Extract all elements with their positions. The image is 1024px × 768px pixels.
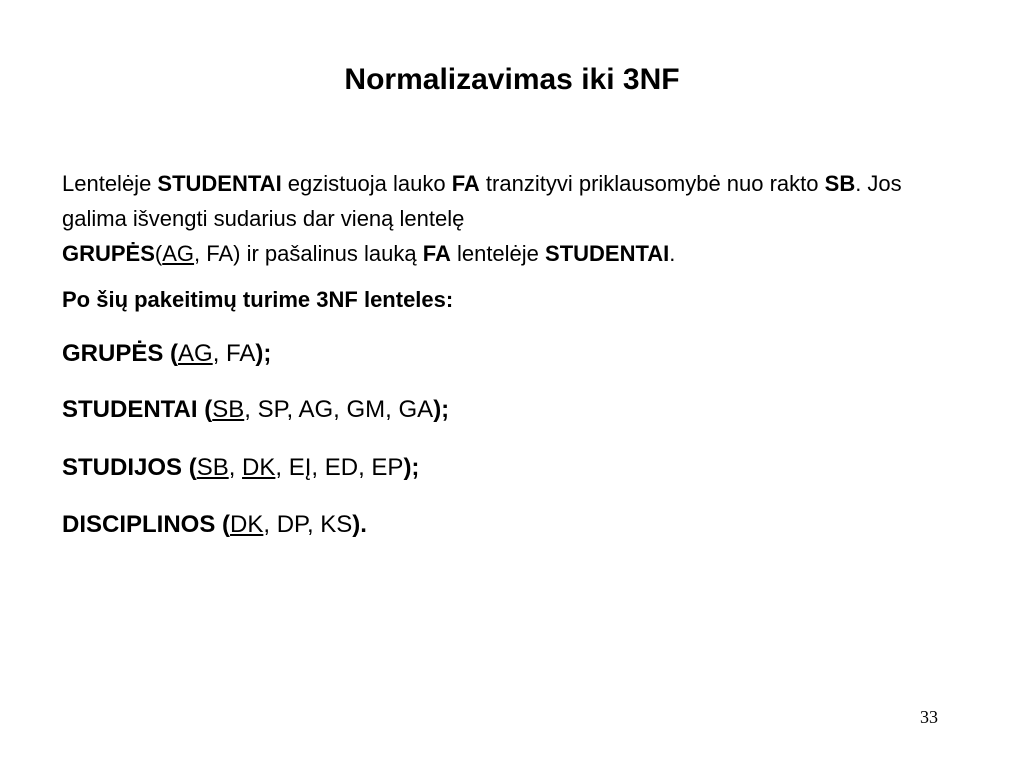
text-run: Lentelėje [62,171,158,196]
key-field: AG [178,340,213,367]
intro-paragraph [62,166,962,271]
text-run: lentelėje [450,241,546,266]
bold-term: FA [451,171,480,196]
bold-term: GRUPĖS [62,241,155,266]
relation-end: ); [255,340,272,367]
bold-term: STUDENTAI [157,171,282,196]
relation-studentai [62,392,449,428]
key-field: DK [230,511,264,538]
section-heading: Po šių pakeitimų turime 3NF lenteles: [62,287,454,312]
relation-name: DISCIPLINOS ( [62,511,231,538]
text-run: ( [154,241,163,266]
relation-end: ). [352,511,367,538]
relation-fields: , DP, KS [263,511,353,538]
relation-fields: , SP, AG, GM, GA [244,396,434,423]
bold-term: SB [824,171,856,196]
relation-studijos [62,450,419,486]
key-field: DK [242,454,276,481]
relation-name: STUDENTAI ( [62,396,213,423]
key-field: SB [212,396,245,423]
text-run: egzistuoja lauko [281,171,452,196]
text-run: . Jos galima išvengti sudarius dar vieną lentelę [62,171,902,231]
key-separator: , [228,454,243,481]
text-run: tranzityvi priklausomybė nuo rakto [479,171,825,196]
key-field: SB [196,454,229,481]
relation-fields: , FA [212,340,256,367]
relation-end: ); [403,454,420,481]
page-number: 33 [920,707,938,727]
text-run: . [669,241,676,266]
relation-fields: , EĮ, ED, EP [275,454,404,481]
slide-title: Normalizavimas iki 3NF [344,63,680,96]
relation-grupes [62,336,271,372]
bold-term: FA [422,241,451,266]
relation-name: STUDIJOS ( [62,454,197,481]
relation-disciplinos [62,507,367,543]
relation-name: GRUPĖS ( [62,340,179,367]
key-field: AG [162,241,195,266]
bold-term: STUDENTAI [545,241,670,266]
relation-end: ); [433,396,450,423]
text-run: , FA) ir pašalinus lauką [194,241,423,266]
